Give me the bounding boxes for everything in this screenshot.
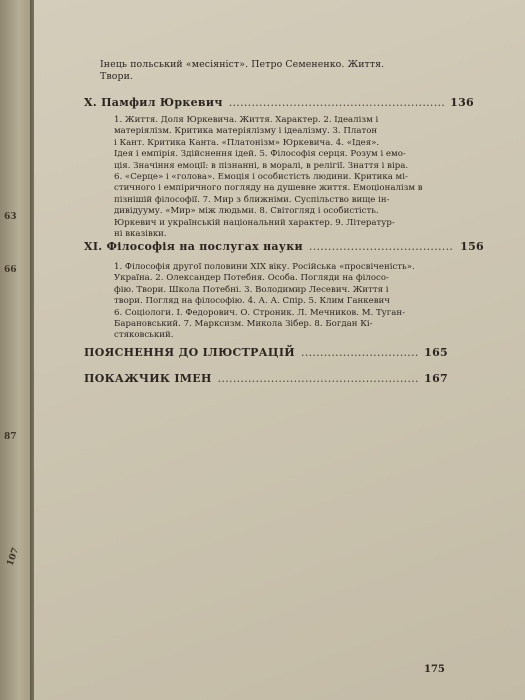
toc-heading-name-index (84, 372, 448, 385)
toc-line: Україна. 2. Олександер Потебня. Особа. Погляди на філосо- (114, 273, 389, 284)
intro-line: Твори. (100, 71, 134, 82)
toc-line: ні вказівки. (114, 229, 167, 240)
toc-line: ція. Значіння емоції: в пізнанні, в моралі, в релігії. Знаття і віра. (114, 160, 409, 171)
toc-line: стяковський. (114, 330, 174, 341)
toc-heading-x (84, 96, 474, 109)
toc-page-number: 136 (450, 96, 474, 109)
dot-leader (218, 372, 418, 385)
toc-line: і Кант. Критика Канта. «Платонізм» Юркевича. 4. «Ідея». (114, 137, 380, 148)
toc-heading-label: ПОКАЖЧИК ІМЕН (84, 372, 212, 385)
left-margin-number: 66 (4, 265, 17, 275)
book-page (34, 0, 525, 700)
toc-line: матеріялізм. Критика матеріялізму і ідеалізму. 3. Платон (114, 126, 378, 137)
toc-heading-illustrations (84, 346, 448, 359)
toc-line: Барановський. 7. Марксизм. Микола Зібер. 8. Богдан Кі- (114, 319, 373, 330)
toc-heading-label: XI. Філософія на послугах науки (84, 240, 303, 253)
toc-line: 1. Філософія другої половини XIX віку. Російська «просвіченість». (114, 262, 415, 272)
left-margin-number: 63 (4, 212, 17, 222)
toc-line: стичного і емпіричного погляду на душевне життя. Емоціоналізм в (114, 183, 423, 194)
toc-entry-xi (114, 262, 464, 342)
page-number: 175 (424, 664, 445, 675)
toc-heading-xi (84, 240, 484, 253)
left-margin-number: 87 (4, 432, 17, 442)
left-page-edge (0, 0, 34, 700)
toc-line: Ідея і емпірія. Здійснення ідей. 5. Філософія серця. Розум і емо- (114, 149, 406, 160)
toc-line: 6. «Серце» і «голова». Емоція і особистість людини. Критика мі- (114, 172, 408, 183)
toc-line: 6. Соціологи. І. Федорович. О. Строник. Л. Мечников. М. Туган- (114, 307, 405, 318)
toc-line: фію. Твори. Школа Потебні. 3. Володимир Лесевич. Життя і (114, 284, 389, 295)
toc-line: пізнішій філософії. 7. Мир з ближніми. Суспільство вище ін- (114, 194, 390, 205)
toc-line: 1. Життя. Доля Юркевича. Життя. Характер. 2. Ідеалізм і (114, 115, 379, 125)
toc-page-number: 156 (460, 240, 484, 253)
toc-heading-label: ПОЯСНЕННЯ ДО ІЛЮСТРАЦІЙ (84, 346, 295, 359)
left-margin-number: 107 (5, 546, 22, 568)
dot-leader (229, 96, 444, 109)
toc-line: Юркевич и українській національний характер. 9. Літератур- (114, 217, 395, 228)
toc-line: дивідууму. «Мир» між людьми. 8. Світогляд і особистість. (114, 206, 379, 217)
toc-line: твори. Погляд на філософію. 4. А. А. Спір. 5. Клим Ганкевич (114, 296, 390, 307)
toc-page-number: 167 (424, 372, 448, 385)
toc-heading-label: X. Памфил Юркевич (84, 96, 223, 109)
dot-leader (309, 240, 454, 253)
toc-entry-x (114, 115, 464, 240)
intro-line: Інець польський «месіяніст». Петро Семененко. Життя. (100, 59, 385, 70)
dot-leader (301, 346, 418, 359)
toc-page-number: 165 (424, 346, 448, 359)
